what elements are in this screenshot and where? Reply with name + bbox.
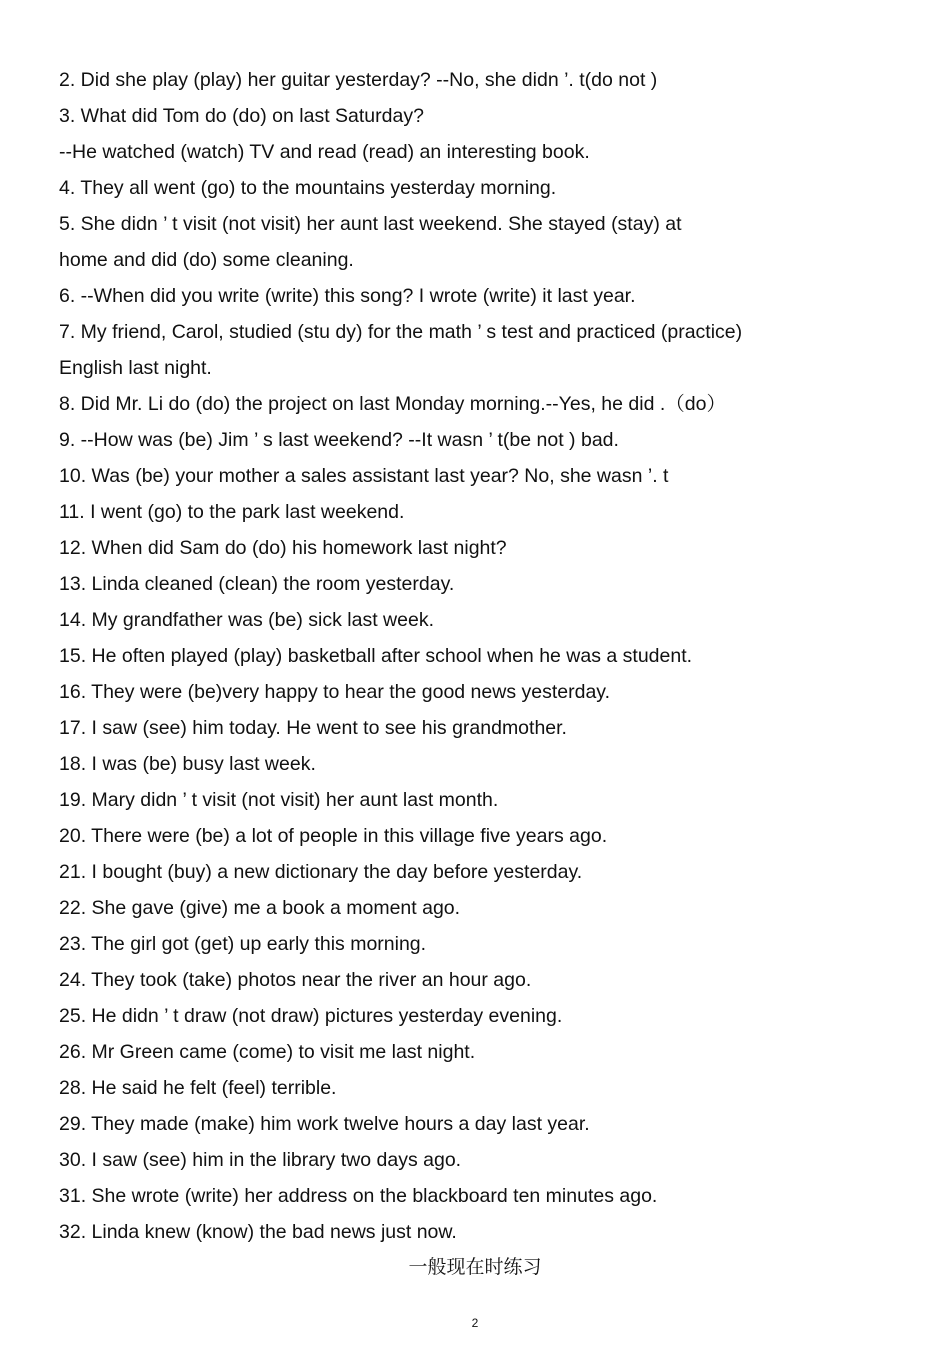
exercise-line: 8. Did Mr. Li do (do) the project on last Monday morning.--Yes, he did .（do） — [59, 393, 726, 415]
exercise-line: 12. When did Sam do (do) his homework last night? — [59, 537, 507, 559]
exercise-line: 32. Linda knew (know) the bad news just now. — [59, 1221, 457, 1243]
exercise-line: home and did (do) some cleaning. — [59, 249, 354, 271]
exercise-line: 26. Mr Green came (come) to visit me last night. — [59, 1041, 476, 1063]
exercise-line: 2. Did she play (play) her guitar yesterday? --No, she didn ’. t(do not ) — [59, 69, 658, 91]
exercise-line: 20. There were (be) a lot of people in this village five years ago. — [59, 825, 608, 847]
exercise-line: 18. I was (be) busy last week. — [59, 753, 316, 775]
exercise-line: 5. She didn ’ t visit (not visit) her aunt last weekend. She stayed (stay) at — [59, 213, 682, 235]
exercise-line: 30. I saw (see) him in the library two days ago. — [59, 1149, 462, 1171]
exercise-line: 21. I bought (buy) a new dictionary the day before yesterday. — [59, 861, 583, 883]
exercise-line: --He watched (watch) TV and read (read) an interesting book. — [59, 141, 590, 163]
section-title: 一般现在时练习 — [408, 1256, 542, 1278]
exercise-line: 16. They were (be)very happy to hear the good news yesterday. — [59, 681, 611, 703]
exercise-line: 24. They took (take) photos near the river an hour ago. — [59, 969, 532, 991]
exercise-line: 13. Linda cleaned (clean) the room yesterday. — [59, 573, 455, 595]
exercise-line: 7. My friend, Carol, studied (stu dy) for the math ’ s test and practiced (practice) — [59, 321, 743, 343]
exercise-line: 11. I went (go) to the park last weekend. — [59, 501, 405, 523]
page-number: 2 — [471, 1316, 479, 1330]
exercise-line: 23. The girl got (get) up early this morning. — [59, 933, 427, 955]
exercise-line: 22. She gave (give) me a book a moment ago. — [59, 897, 461, 919]
exercise-line: 10. Was (be) your mother a sales assistant last year? No, she wasn ’. t — [59, 465, 669, 487]
exercise-line: 28. He said he felt (feel) terrible. — [59, 1077, 337, 1099]
exercise-line: 25. He didn ’ t draw (not draw) pictures yesterday evening. — [59, 1005, 563, 1027]
exercise-line: 31. She wrote (write) her address on the blackboard ten minutes ago. — [59, 1185, 658, 1207]
exercise-line: 6. --When did you write (write) this song? I wrote (write) it last year. — [59, 285, 636, 307]
exercise-line: English last night. — [59, 357, 212, 379]
exercise-line: 17. I saw (see) him today. He went to see his grandmother. — [59, 717, 567, 739]
exercise-line: 3. What did Tom do (do) on last Saturday? — [59, 105, 424, 127]
exercise-line: 9. --How was (be) Jim ’ s last weekend? --It wasn ’ t(be not ) bad. — [59, 429, 619, 451]
exercise-line: 29. They made (make) him work twelve hours a day last year. — [59, 1113, 590, 1135]
exercise-line: 19. Mary didn ’ t visit (not visit) her aunt last month. — [59, 789, 499, 811]
exercise-line: 4. They all went (go) to the mountains yesterday morning. — [59, 177, 557, 199]
exercise-line: 14. My grandfather was (be) sick last week. — [59, 609, 434, 631]
exercise-line: 15. He often played (play) basketball after school when he was a student. — [59, 645, 693, 667]
